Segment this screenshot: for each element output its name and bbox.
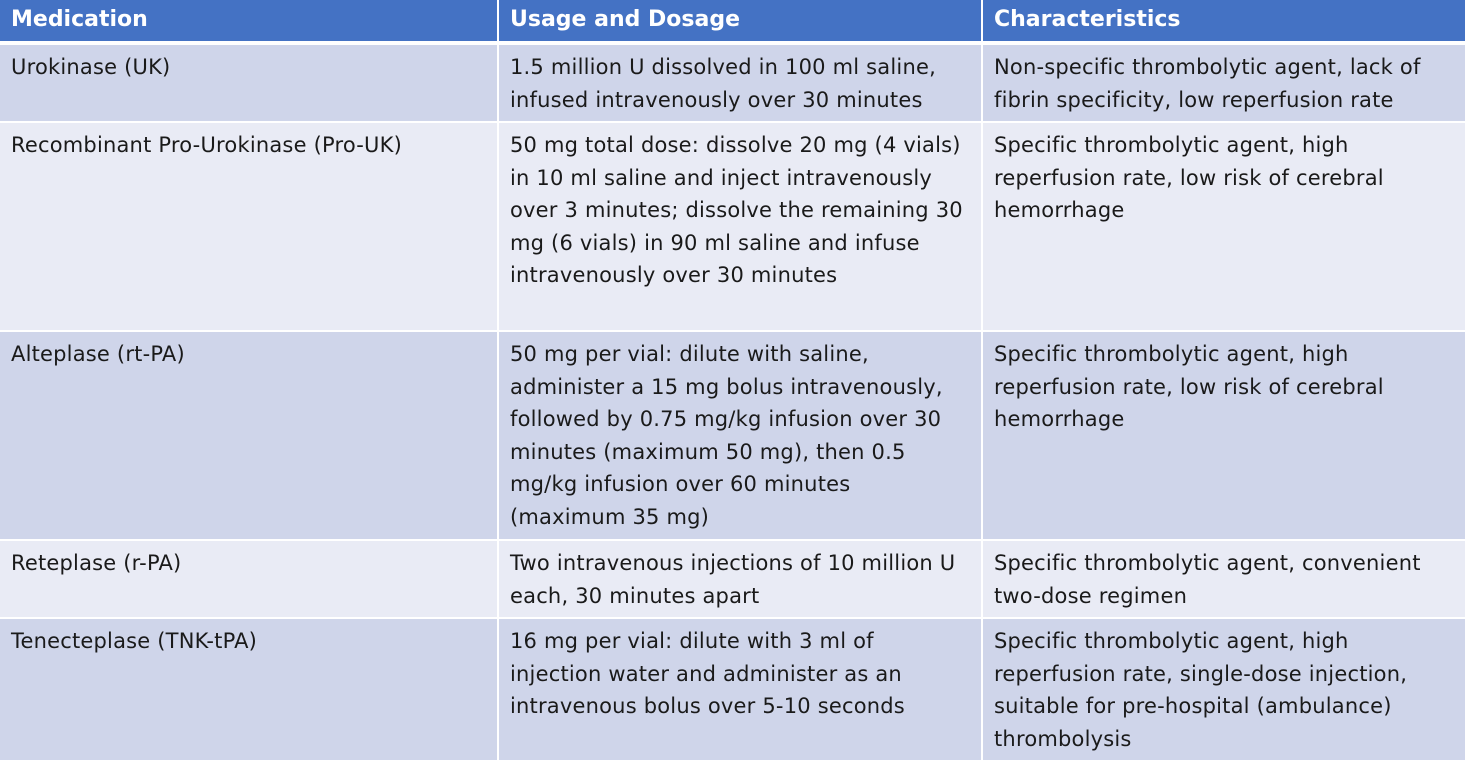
cell-medication: Recombinant Pro-Urokinase (Pro-UK) xyxy=(0,122,498,331)
header-usage-and-dosage: Usage and Dosage xyxy=(498,0,982,43)
cell-usage: Two intravenous injections of 10 million U each, 30 minutes apart xyxy=(498,540,982,618)
cell-characteristics: Specific thrombolytic agent, convenient two-dose regimen xyxy=(982,540,1465,618)
cell-usage: 50 mg total dose: dissolve 20 mg (4 vials) in 10 ml saline and inject intravenously over 3 minutes; dissolve the remaining 30 mg (6 vials) in 90 ml saline and infuse intravenously over 30 minutes xyxy=(498,122,982,331)
table-row xyxy=(0,618,1465,761)
header-row xyxy=(0,0,1465,43)
table-row xyxy=(0,43,1465,122)
cell-medication: Reteplase (r-PA) xyxy=(0,540,498,618)
table-row xyxy=(0,540,1465,618)
header-characteristics: Characteristics xyxy=(982,0,1465,43)
header-medication: Medication xyxy=(0,0,498,43)
cell-medication: Alteplase (rt-PA) xyxy=(0,331,498,540)
cell-characteristics: Non-specific thrombolytic agent, lack of fibrin specificity, low reperfusion rate xyxy=(982,43,1465,122)
cell-medication: Urokinase (UK) xyxy=(0,43,498,122)
cell-usage: 16 mg per vial: dilute with 3 ml of injection water and administer as an intravenous bolus over 5-10 seconds xyxy=(498,618,982,761)
table-header xyxy=(0,0,1465,43)
table-body xyxy=(0,43,1465,761)
table-row xyxy=(0,122,1465,331)
cell-characteristics: Specific thrombolytic agent, high reperfusion rate, low risk of cerebral hemorrhage xyxy=(982,122,1465,331)
cell-characteristics: Specific thrombolytic agent, high reperfusion rate, low risk of cerebral hemorrhage xyxy=(982,331,1465,540)
cell-characteristics: Specific thrombolytic agent, high reperfusion rate, single-dose injection, suitable for pre-hospital (ambulance) thrombolysis xyxy=(982,618,1465,761)
cell-usage: 50 mg per vial: dilute with saline, administer a 15 mg bolus intravenously, followed by 0.75 mg/kg infusion over 30 minutes (maximum 50 mg), then 0.5 mg/kg infusion over 60 minutes (maximum 35 mg) xyxy=(498,331,982,540)
table-row xyxy=(0,331,1465,540)
cell-medication: Tenecteplase (TNK-tPA) xyxy=(0,618,498,761)
cell-usage: 1.5 million U dissolved in 100 ml saline, infused intravenously over 30 minutes xyxy=(498,43,982,122)
